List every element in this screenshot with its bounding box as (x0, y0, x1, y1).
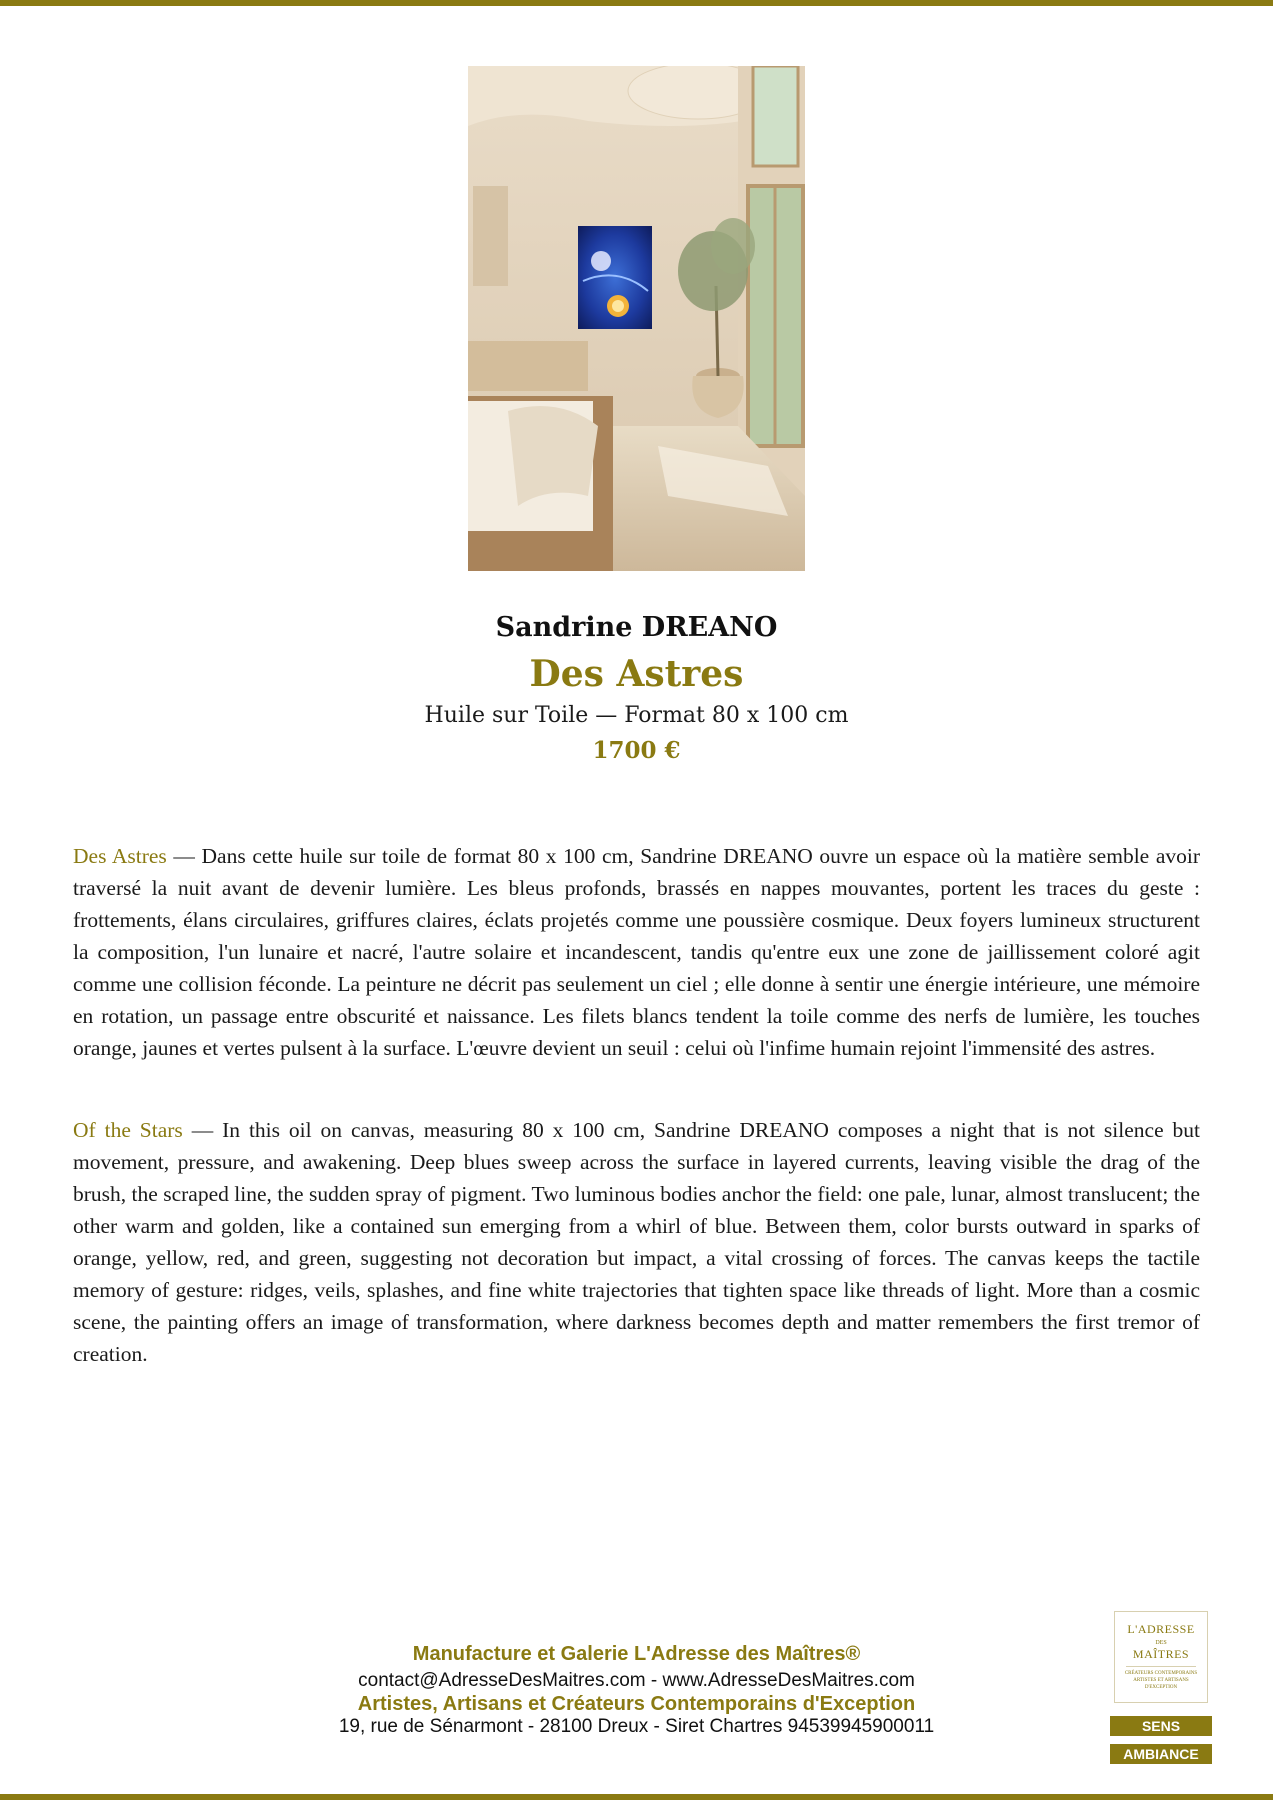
top-border (0, 0, 1273, 6)
artwork-room-photo (468, 66, 805, 571)
logo-line-2: DES (1155, 1640, 1167, 1646)
footer-contact: contact@AdresseDesMaitres.com - www.AdresseDesMaitres.com (358, 1670, 915, 1691)
footer-address: 19, rue de Sénarmont - 28100 Dreux - Siret Chartres 94539945900011 (338, 1716, 935, 1737)
footer-company: Manufacture et Galerie L'Adresse des Maîtres® (412, 1643, 861, 1665)
logo-line-4: CRÉATEURS CONTEMPORAINS ARTISTES ET ARTISANS D'EXCEPTION (1124, 1671, 1198, 1690)
footer-tagline: Artistes, Artisans et Créateurs Contemporains d'Exception (357, 1693, 916, 1715)
gallery-logo (1114, 1611, 1208, 1703)
artwork-title: Des Astres (529, 653, 744, 695)
logo-line-1: L'ADRESSE (1127, 1622, 1195, 1636)
description-english-lead: Of the Stars (73, 1118, 183, 1142)
logo-line-3: MAÎTRES (1132, 1647, 1190, 1661)
tag-ambiance: AMBIANCE (1110, 1744, 1212, 1764)
tag-sens: SENS (1110, 1716, 1212, 1736)
description-english (73, 1114, 1200, 1370)
artwork-medium-format: Huile sur Toile — Format 80 x 100 cm (424, 703, 849, 728)
artist-name: Sandrine DREANO (495, 612, 778, 643)
description-french-text: — Dans cette huile sur toile de format 80 x 100 cm, Sandrine DREANO ouvre un espace où la matière semble avoir traversé la nuit avant de devenir lumière. Les bleus profonds, brassés en nappes mouvantes, portent les traces du geste : frottements, élans circulaires, griffures claires, éclats projetés comme une poussière cosmique. Deux foyers lumineux structurent la composition, l'un lunaire et nacré, l'autre solaire et incandescent, tandis qu'entre eux une zone de jaillissement coloré agit comme une collision féconde. La peinture ne décrit pas seulement un ciel ; elle donne à sentir une énergie intérieure, une mémoire en rotation, un passage entre obscurité et naissance. Les filets blancs tendent la toile comme des nerfs de lumière, les touches orange, jaunes et vertes pulsent à la surface. L'œuvre devient un seuil : celui où l'infime humain rejoint l'immensité des astres. (73, 844, 1200, 1060)
logo-divider (1126, 1666, 1196, 1667)
artwork-price: 1700 € (592, 737, 681, 764)
bottom-border (0, 1794, 1273, 1800)
description-french (73, 840, 1200, 1064)
description-french-lead: Des Astres (73, 844, 167, 868)
description-english-text: — In this oil on canvas, measuring 80 x 100 cm, Sandrine DREANO composes a night that is not silence but movement, pressure, and awakening. Deep blues sweep across the surface in layered currents, leaving visible the drag of the brush, the scraped line, the sudden spray of pigment. Two luminous bodies anchor the field: one pale, lunar, almost translucent; the other warm and golden, like a contained sun emerging from a whirl of blue. Between them, color bursts outward in sparks of orange, yellow, red, and green, suggesting not decoration but impact, a vital crossing of forces. The canvas keeps the tactile memory of gesture: ridges, veils, splashes, and fine white trajectories that tighten space like threads of light. More than a cosmic scene, the painting offers an image of transformation, where darkness becomes depth and matter remembers the first tremor of creation. (73, 1118, 1201, 1366)
